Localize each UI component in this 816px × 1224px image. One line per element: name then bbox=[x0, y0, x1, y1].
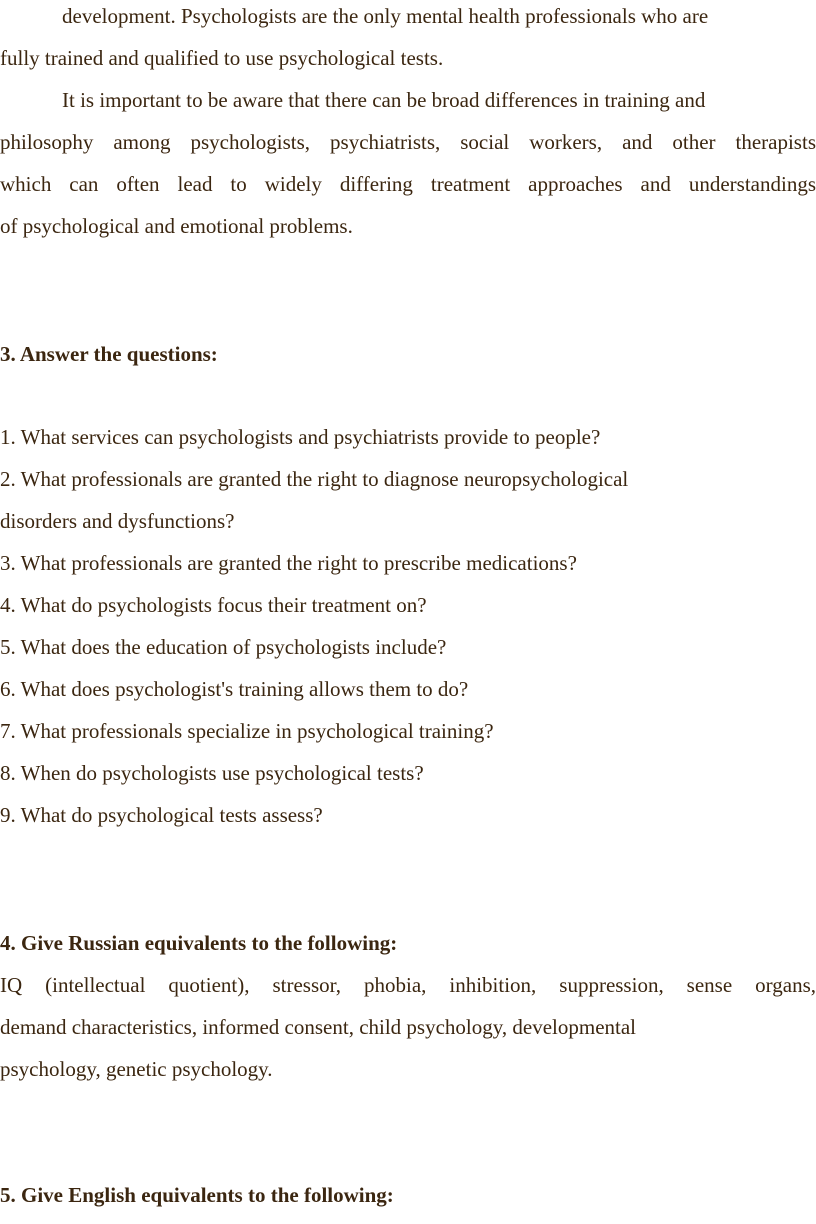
section-heading: 5. Give English equivalents to the following: bbox=[0, 1183, 394, 1207]
question-item: 3. What professionals are granted the right to prescribe medications? bbox=[0, 551, 577, 575]
paragraph-line: fully trained and qualified to use psychological tests. bbox=[0, 46, 444, 70]
question-item: 8. When do psychologists use psychological tests? bbox=[0, 761, 424, 785]
paragraph-line: which can often lead to widely differing treatment approaches and understandings bbox=[0, 172, 816, 196]
question-item: 4. What do psychologists focus their treatment on? bbox=[0, 593, 427, 617]
question-item: 1. What services can psychologists and psychiatrists provide to people? bbox=[0, 425, 601, 449]
question-item: disorders and dysfunctions? bbox=[0, 509, 235, 533]
question-item: 2. What professionals are granted the right to diagnose neuropsychological bbox=[0, 467, 629, 491]
paragraph-line: It is important to be aware that there can be broad differences in training and bbox=[62, 88, 706, 112]
term-list-line: IQ (intellectual quotient), stressor, phobia, inhibition, suppression, sense organs, bbox=[0, 973, 816, 997]
question-item: 6. What does psychologist's training allows them to do? bbox=[0, 677, 469, 701]
term-list-line: psychology, genetic psychology. bbox=[0, 1057, 273, 1081]
section-heading: 3. Answer the questions: bbox=[0, 342, 218, 366]
question-item: 5. What does the education of psychologists include? bbox=[0, 635, 447, 659]
term-list-line: demand characteristics, informed consent, child psychology, developmental bbox=[0, 1015, 637, 1039]
paragraph-line: of psychological and emotional problems. bbox=[0, 214, 353, 238]
question-item: 9. What do psychological tests assess? bbox=[0, 803, 323, 827]
question-item: 7. What professionals specialize in psychological training? bbox=[0, 719, 494, 743]
paragraph-line: philosophy among psychologists, psychiatrists, social workers, and other therapists bbox=[0, 130, 816, 154]
section-heading: 4. Give Russian equivalents to the following: bbox=[0, 931, 398, 955]
paragraph-line: development. Psychologists are the only mental health professionals who are bbox=[62, 4, 709, 28]
